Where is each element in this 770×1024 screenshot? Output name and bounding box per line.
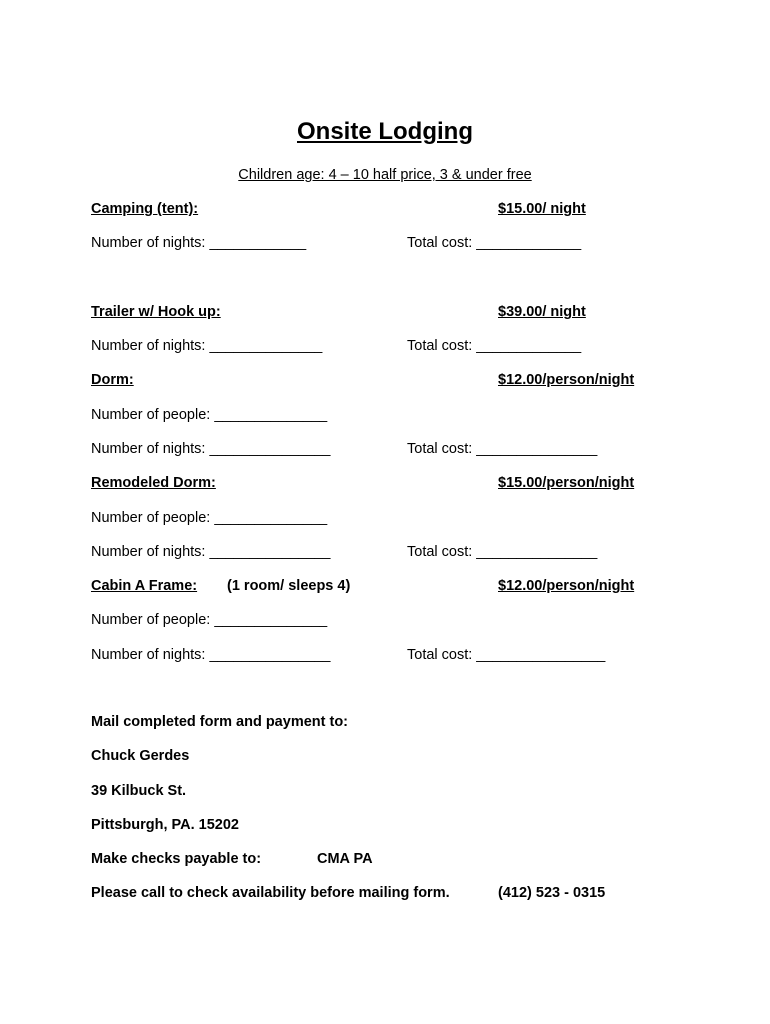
trailer-total-field[interactable]: Total cost: _____________ — [407, 338, 582, 354]
cabin-people-field[interactable]: Number of people: ______________ — [91, 612, 328, 628]
mailing-city: Pittsburgh, PA. 15202 — [91, 817, 239, 833]
camping-heading: Camping (tent): — [91, 201, 199, 217]
dorm-nights-field[interactable]: Number of nights: _______________ — [91, 441, 331, 457]
cabin-price: $12.00/person/night — [498, 578, 635, 594]
camping-price: $15.00/ night — [498, 201, 586, 217]
trailer-heading: Trailer w/ Hook up: — [91, 304, 221, 320]
cabin-nights-field[interactable]: Number of nights: _______________ — [91, 647, 331, 663]
call-note: Please call to check availability before mailing form. — [91, 885, 450, 901]
mailing-name: Chuck Gerdes — [91, 748, 190, 764]
checks-label: Make checks payable to: — [91, 851, 262, 867]
cabin-total-field[interactable]: Total cost: ________________ — [407, 647, 606, 663]
camping-nights-field[interactable]: Number of nights: ____________ — [91, 235, 307, 251]
pricing-note: Children age: 4 – 10 half price, 3 & under free — [238, 167, 532, 183]
remodeled-dorm-total-field[interactable]: Total cost: _______________ — [407, 544, 598, 560]
dorm-people-field[interactable]: Number of people: ______________ — [91, 407, 328, 423]
remodeled-dorm-heading: Remodeled Dorm: — [91, 475, 216, 491]
checks-payee: CMA PA — [317, 851, 373, 867]
mailing-intro: Mail completed form and payment to: — [91, 714, 348, 730]
trailer-nights-field[interactable]: Number of nights: ______________ — [91, 338, 323, 354]
dorm-heading: Dorm: — [91, 372, 134, 388]
remodeled-dorm-nights-field[interactable]: Number of nights: _______________ — [91, 544, 331, 560]
phone-number: (412) 523 - 0315 — [498, 885, 606, 901]
remodeled-dorm-people-field[interactable]: Number of people: ______________ — [91, 510, 328, 526]
page-title: Onsite Lodging — [297, 118, 473, 145]
mailing-street: 39 Kilbuck St. — [91, 783, 187, 799]
dorm-price: $12.00/person/night — [498, 372, 635, 388]
trailer-price: $39.00/ night — [498, 304, 586, 320]
cabin-note: (1 room/ sleeps 4) — [227, 578, 351, 594]
cabin-heading: Cabin A Frame: — [91, 578, 198, 594]
camping-total-field[interactable]: Total cost: _____________ — [407, 235, 582, 251]
remodeled-dorm-price: $15.00/person/night — [498, 475, 635, 491]
dorm-total-field[interactable]: Total cost: _______________ — [407, 441, 598, 457]
